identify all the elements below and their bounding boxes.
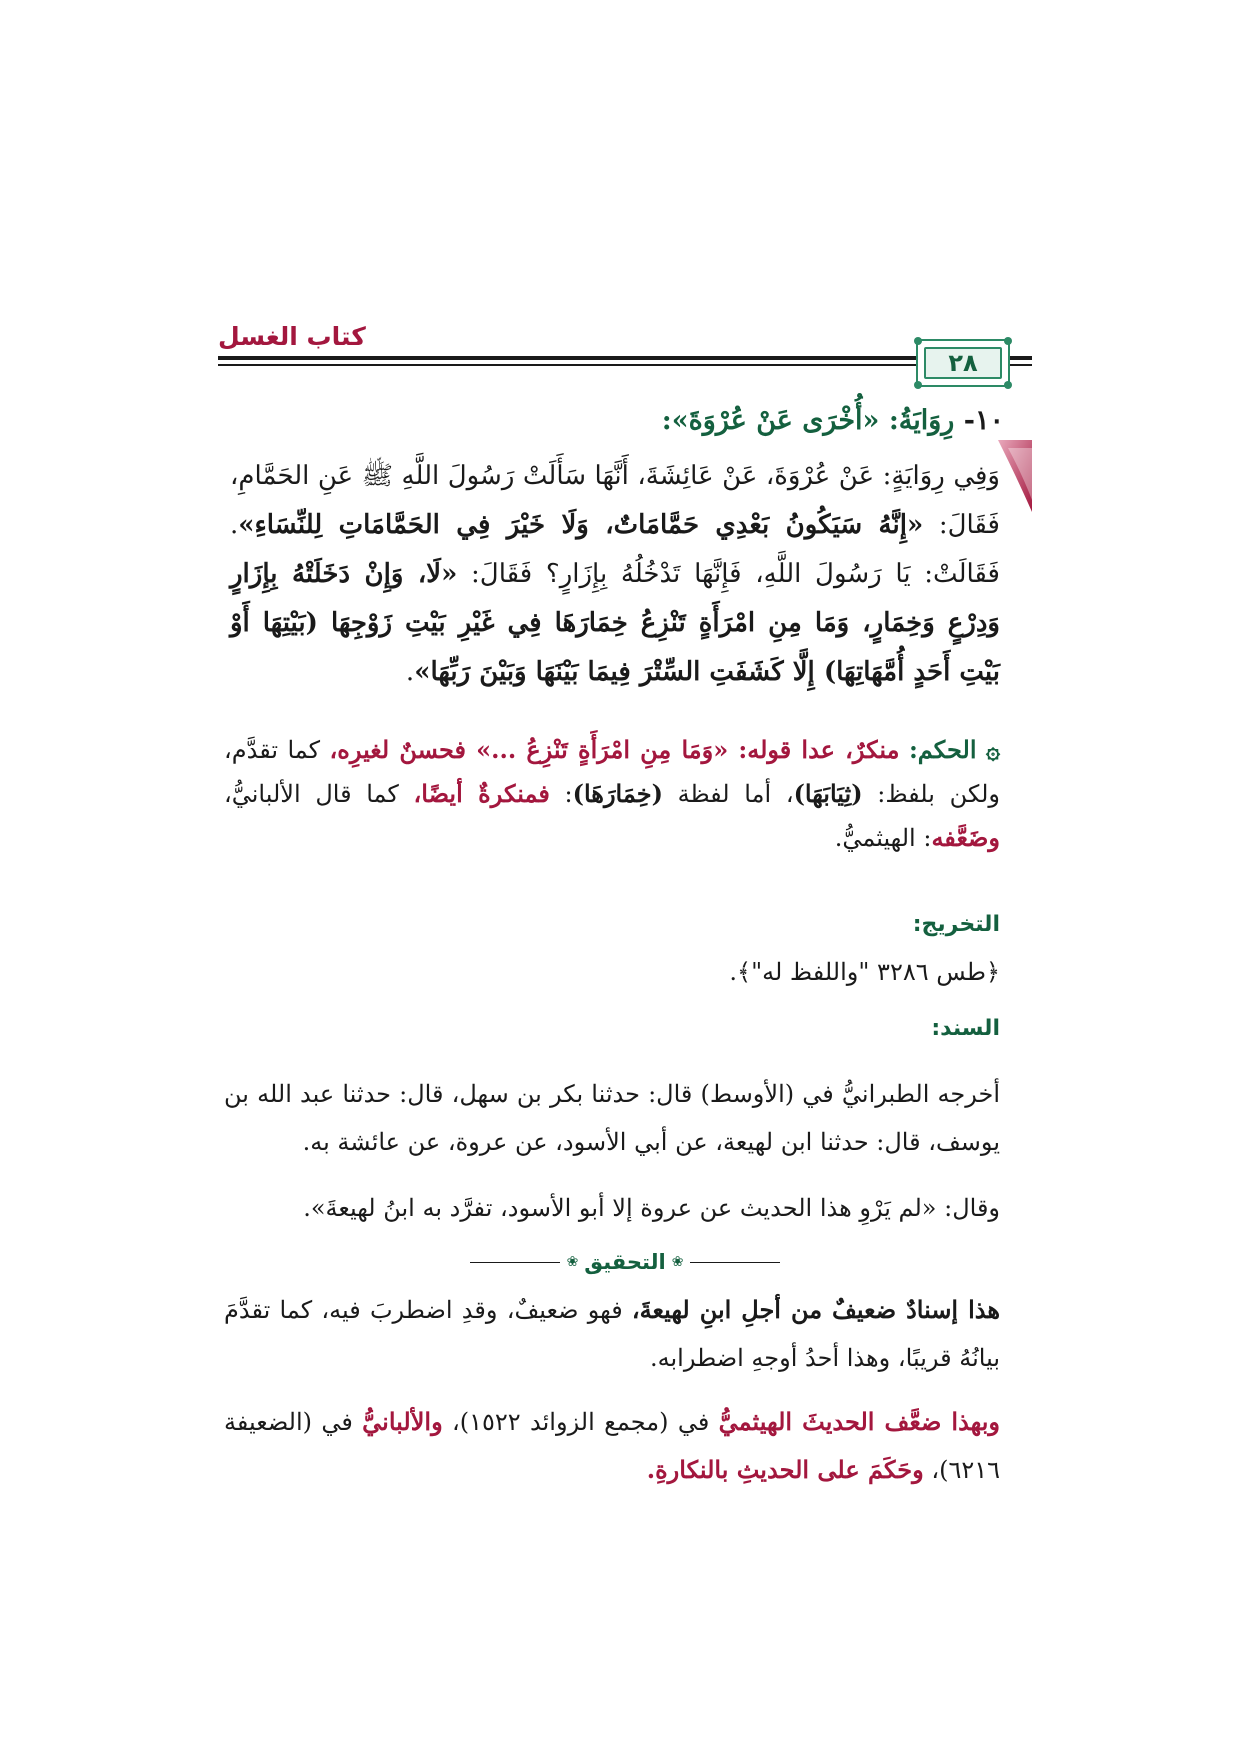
conclusion-highlight: وحَكَمَ على الحديثِ بالنكارةِ. bbox=[646, 1455, 924, 1484]
tahqiq-heading: التحقيق bbox=[578, 1250, 671, 1274]
ornament-icon bbox=[1004, 381, 1012, 389]
ornament-icon bbox=[914, 337, 922, 345]
header-rule-thin bbox=[218, 364, 994, 366]
ornament-icon: ❀ bbox=[566, 1254, 579, 1270]
conclusion-text bbox=[224, 1398, 1000, 1494]
header-rule-tail-thin bbox=[1010, 364, 1032, 366]
header-rule-tail bbox=[1010, 356, 1032, 360]
conclusion-body: في (الضعيفة ٦٢١٦)، bbox=[224, 1408, 1000, 1484]
divider-line bbox=[690, 1262, 780, 1263]
hadith-end: . bbox=[405, 657, 415, 687]
conclusion-body: في (مجمع الزوائد ١٥٢٢)، bbox=[442, 1408, 719, 1436]
ruling-text: : الهيثميُّ. bbox=[834, 824, 932, 852]
ruling-text: : bbox=[549, 780, 573, 808]
sanad-heading: السند: bbox=[931, 1016, 1000, 1041]
divider-line bbox=[470, 1262, 560, 1263]
takhrij-heading: التخريج: bbox=[912, 912, 1000, 937]
section-number: ١٠- bbox=[963, 405, 1004, 436]
ruling-text: كما تقدَّم، ولكن بلفظ: bbox=[224, 736, 1001, 808]
takhrij-reference: ﴿طس ٣٢٨٦ "واللفظ له"﴾. bbox=[729, 958, 1000, 986]
ruling-term: (خِمَارَهَا) bbox=[572, 779, 663, 808]
ruling-verdict: فمنكرةٌ أيضًا، bbox=[413, 779, 550, 808]
page-number: ٢٨ bbox=[924, 347, 1002, 379]
ruling-icon: ۞ bbox=[985, 735, 1000, 764]
section-title: «أُخْرَى عَنْ عُرْوَةَ»: bbox=[661, 405, 880, 436]
ruling-paragraph bbox=[224, 728, 1000, 860]
tahqiq-body: فهو ضعيفٌ، وقدِ اضطربَ فيه، كما تقدَّمَ بيانُهُ قريبًا، وهذا أحدُ أوجهِ اضطرابه. bbox=[224, 1296, 1000, 1372]
ruling-label: الحكم: bbox=[908, 735, 977, 764]
ruling-text: كما قال الألبانيُّ، bbox=[224, 780, 414, 808]
corner-ornament-icon bbox=[998, 440, 1032, 512]
sanad-quote: وقال: «لم يَرْوِ هذا الحديث عن عروة إلا أبو الأسود، تفرَّد به ابنُ لهيعةَ». bbox=[303, 1194, 1000, 1222]
ruling-verdict: منكرٌ، عدا قوله: «وَمَا مِنِ امْرَأَةٍ تَنْزِعُ ...» فحسنٌ لغيرِه، bbox=[329, 735, 900, 764]
section-heading bbox=[244, 405, 1004, 436]
section-label: رِوَايَةُ: bbox=[888, 405, 955, 436]
ornament-icon bbox=[1004, 337, 1012, 345]
hadith-text bbox=[230, 452, 1000, 697]
running-header-title: كتاب الغسل bbox=[218, 322, 366, 351]
hadith-quote: «لَا، وَإِنْ دَخَلَتْهُ بِإِزَارٍ وَدِرْعٍ وَخِمَارٍ، وَمَا مِنِ امْرَأَةٍ تَنْزِعُ خِمَارَهَا فِي غَيْرِ بَيْتِ زَوْجِهَا (بَيْتِهَا أَوْ بَيْتِ أَحَدٍ أُمَّهَاتِهَا) إِلَّا كَشَفَتِ السِّتْرَ فِيمَا بَيْنَهَا وَبَيْنَ رَبِّهَا» bbox=[230, 559, 1000, 687]
hadith-quote: «إِنَّهُ سَيَكُونُ بَعْدِي حَمَّامَاتٌ، وَلَا خَيْرَ فِي الحَمَّامَاتِ لِلنِّسَاءِ» bbox=[238, 510, 924, 540]
conclusion-highlight: والألبانيُّ bbox=[362, 1407, 443, 1436]
header-rule-thick bbox=[218, 356, 994, 360]
tahqiq-divider bbox=[470, 1250, 780, 1274]
hadith-narration: . فَقَالَتْ: يَا رَسُولَ اللَّهِ، فَإِنَّهَا تَدْخُلُهُ بِإِزَارٍ؟ فَقَالَ: bbox=[230, 510, 1000, 589]
ruling-term: (ثِيَابَهَا) bbox=[793, 779, 863, 808]
sanad-text: أخرجه الطبرانيُّ في (الأوسط) قال: حدثنا بكر بن سهل، قال: حدثنا عبد الله بن يوسف، قال: حدثنا ابن لهيعة، عن أبي الأسود، عن عروة، عن عائشة به. bbox=[224, 1080, 1000, 1156]
page-number-badge bbox=[916, 339, 1010, 387]
ruling-text: ، أما لفظة bbox=[662, 780, 794, 808]
hadith-narration: وَفِي رِوَايَةٍ: عَنْ عُرْوَةَ، عَنْ عَائِشَةَ، أَنَّهَا سَأَلَتْ رَسُولَ اللَّهِ ﷺ عَنِ الحَمَّامِ، فَقَالَ: bbox=[230, 461, 1000, 540]
ornament-icon: ❀ bbox=[671, 1254, 684, 1270]
conclusion-highlight: وبهذا ضعَّف الحديثَ الهيثميُّ bbox=[718, 1407, 1001, 1436]
ornament-icon bbox=[914, 381, 922, 389]
tahqiq-verdict: هذا إسنادٌ ضعيفٌ من أجلِ ابنِ لهيعةَ، bbox=[631, 1295, 1000, 1324]
ruling-verdict: وضَعَّفه bbox=[931, 823, 1000, 852]
tahqiq-text bbox=[224, 1286, 1000, 1382]
